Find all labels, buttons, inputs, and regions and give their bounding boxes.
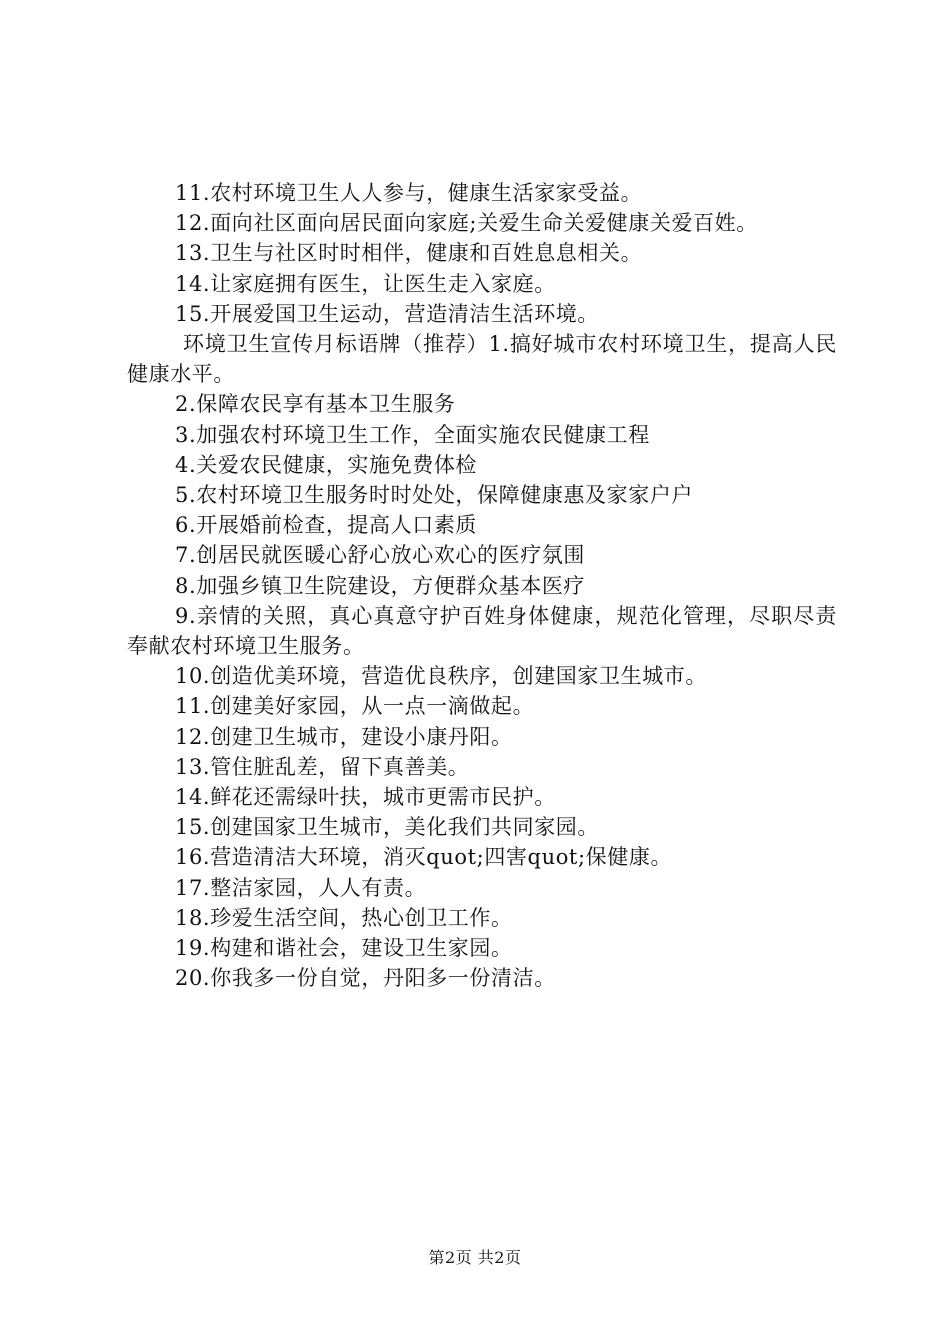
paragraph: 2.保障农民享有基本卫生服务 (175, 392, 456, 417)
paragraph: 12.面向社区面向居民面向家庭;关爱生命关爱健康关爱百姓。 (175, 211, 758, 236)
paragraph: 9.亲情的关照，真心真意守护百姓身体健康，规范化管理，尽职尽责奉献农村环境卫生服务。 (127, 603, 837, 659)
paragraph: 12.创建卫生城市，建设小康丹阳。 (175, 724, 513, 749)
paragraph: 14.让家庭拥有医生，让医生走入家庭。 (175, 271, 556, 296)
paragraph: 20.你我多一份自觉，丹阳多一份清洁。 (175, 966, 556, 991)
paragraph: 13.卫生与社区时时相伴，健康和百姓息息相关。 (175, 241, 643, 266)
paragraph: 8.加强乡镇卫生院建设，方便群众基本医疗 (175, 573, 586, 598)
paragraph: 19.构建和谐社会，建设卫生家园。 (175, 936, 513, 961)
paragraph: 11.农村环境卫生人人参与，健康生活家家受益。 (175, 181, 643, 205)
paragraph: 15.开展爱国卫生运动，营造清洁生活环境。 (175, 301, 599, 326)
paragraph: 14.鲜花还需绿叶扶，城市更需市民护。 (175, 785, 556, 810)
paragraph: 7.创居民就医暖心舒心放心欢心的医疗氛围 (175, 543, 586, 568)
paragraph: 11.创建美好家园，从一点一滴做起。 (175, 694, 535, 719)
document-body (127, 178, 837, 993)
paragraph: 18.珍爱生活空间，热心创卫工作。 (175, 905, 513, 930)
paragraph: 5.农村环境卫生服务时时处处，保障健康惠及家家户户 (175, 483, 694, 508)
paragraph: 15.创建国家卫生城市，美化我们共同家园。 (175, 815, 599, 840)
paragraph: 13.管住脏乱差，留下真善美。 (175, 754, 470, 779)
paragraph: 环境卫生宣传月标语牌（推荐）1.搞好城市农村环境卫生，提高人民健康水平。 (127, 332, 837, 387)
paragraph: 17.整洁家园，人人有责。 (175, 875, 427, 900)
paragraph: 4.关爱农民健康，实施免费体检 (175, 452, 478, 477)
paragraph: 3.加强农村环境卫生工作，全面实施农民健康工程 (175, 422, 650, 447)
page-footer: 第2页 共2页 (428, 1248, 522, 1267)
paragraph: 6.开展婚前检查，提高人口素质 (175, 513, 478, 538)
paragraph: 16.营造清洁大环境，消灭quot;四害quot;保健康。 (175, 845, 673, 870)
paragraph: 10.创造优美环境，营造优良秩序，创建国家卫生城市。 (175, 664, 707, 689)
